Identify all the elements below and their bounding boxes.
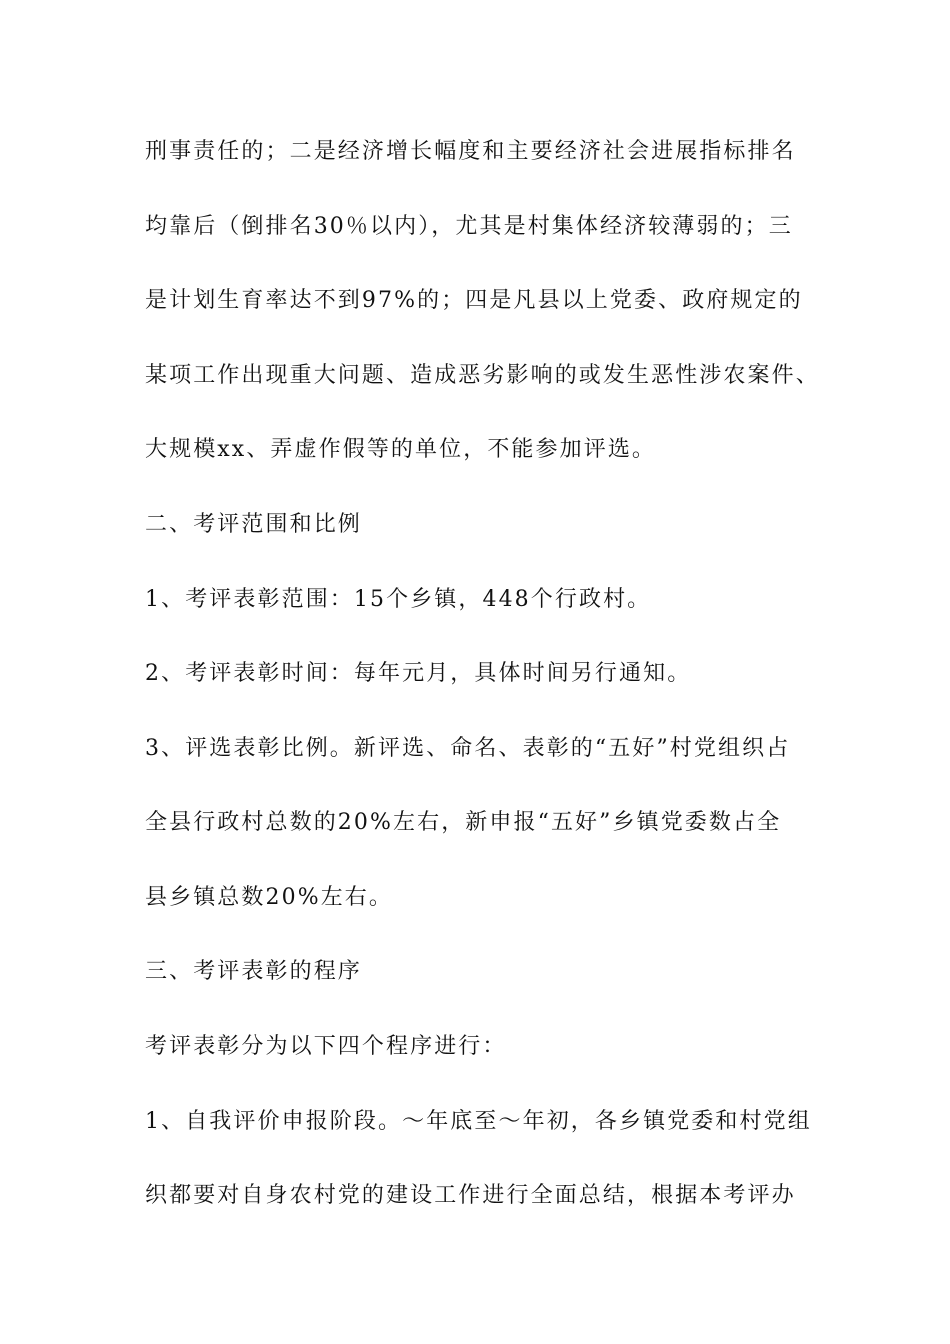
paragraph-line: 全县行政村总数的20%左右，新申报“五好”乡镇党委数占全 (145, 810, 782, 835)
section-heading: 三、考评表彰的程序 (145, 959, 362, 984)
paragraph-line: 大规模xx、弄虚作假等的单位，不能参加评选。 (145, 437, 657, 462)
list-item: 1、考评表彰范围：15个乡镇，448个行政村。 (145, 587, 652, 612)
section-heading: 二、考评范围和比例 (145, 512, 362, 537)
paragraph-line: 是计划生育率达不到97%的；四是凡县以上党委、政府规定的 (145, 288, 803, 313)
paragraph-line: 考评表彰分为以下四个程序进行： (145, 1034, 507, 1059)
paragraph-line: 县乡镇总数20%左右。 (145, 885, 393, 910)
paragraph-line: 织都要对自身农村党的建设工作进行全面总结，根据本考评办 (145, 1183, 796, 1208)
list-item: 3、评选表彰比例。新评选、命名、表彰的“五好”村党组织占 (145, 736, 791, 761)
paragraph-line: 刑事责任的；二是经济增长幅度和主要经济社会进展指标排名 (145, 139, 796, 164)
paragraph-line: 某项工作出现重大问题、造成恶劣影响的或发生恶性涉农案件、 (145, 363, 820, 388)
paragraph-line: 均靠后（倒排名30％以内），尤其是村集体经济较薄弱的；三 (145, 214, 793, 239)
list-item: 2、考评表彰时间：每年元月，具体时间另行通知。 (145, 661, 692, 686)
list-item: 1、自我评价申报阶段。～年底至～年初，各乡镇党委和村党组 (145, 1109, 812, 1134)
